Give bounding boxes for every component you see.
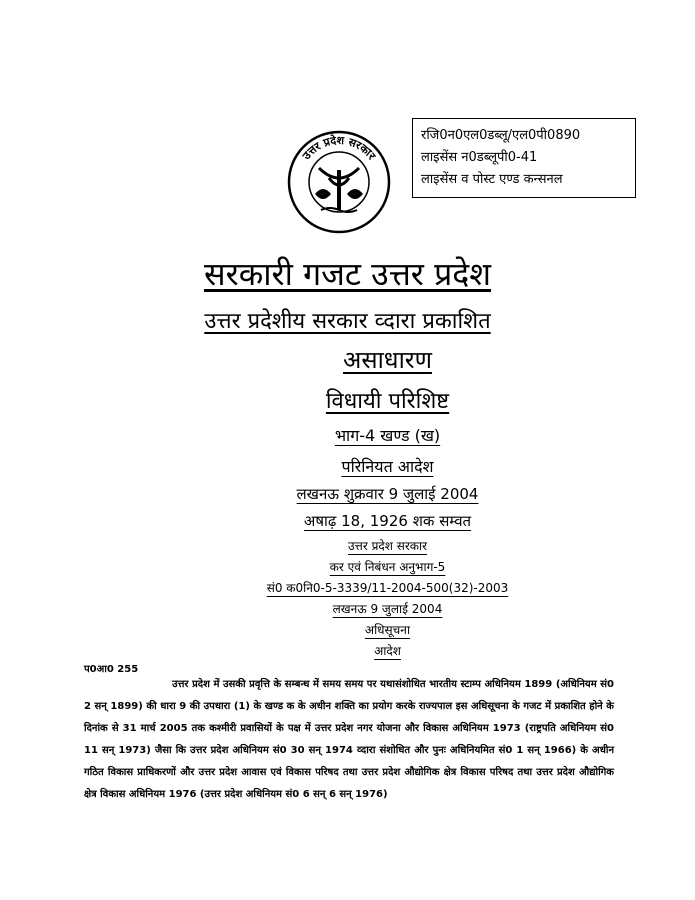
license-post-text: लाइसेंस व पोस्ट एण्ड कन्सनल xyxy=(421,172,563,187)
order-type: परिनियत आदेश xyxy=(341,457,434,476)
date-line: लखनऊ शुक्रवार 9 जुलाई 2004 xyxy=(296,485,479,503)
reference-number: प0आ0 255 xyxy=(84,664,139,675)
up-state-emblem-icon xyxy=(285,128,393,236)
body-paragraph xyxy=(84,674,614,806)
saka-date: अषाढ़ 18, 1926 शक सम्वत xyxy=(303,512,472,530)
gazette-title: सरकारी गजट उत्तर प्रदेश xyxy=(203,255,492,293)
notification-number: सं0 क0नि0-5-3339/11-2004-500(32)-2003 xyxy=(266,581,509,595)
gazette-subtitle: उत्तर प्रदेशीय सरकार व्दारा प्रकाशित xyxy=(204,309,491,334)
issuer-department: कर एवं निबंधन अनुभाग-5 xyxy=(329,560,446,574)
license-number: लाइसेंस न0डब्लूपी0-41 xyxy=(421,150,538,165)
notification-heading: अधिसूचना xyxy=(364,623,411,637)
extraordinary-label: असाधारण xyxy=(343,346,432,374)
registration-number: रजि0न0एल0डब्लू/एल0पी0890 xyxy=(421,128,581,143)
registration-box xyxy=(412,118,636,198)
part-section: भाग-4 खण्ड (ख) xyxy=(334,426,441,445)
svg-text:उत्तर प्रदेश सरकार xyxy=(299,133,378,163)
emblem-text: उत्तर प्रदेश सरकार xyxy=(299,133,379,163)
legislative-supplement: विधायी परिशिष्ट xyxy=(325,389,450,414)
body-text: उत्तर प्रदेश में उसकी प्रवृत्ति के सम्बन्ध में समय समय पर यथासंशोधित भारतीय स्टाम्प अधिनियम 1899 (अधिनियम सं0 2 सन् 1899) की धारा 9 की उपधारा (1) के खण्ड क के अधीन शक्ति का प्रयोग करके राज्यपाल इस अधिसूचना के गजट में प्रकाशित होने के दिनांक से 31 मार्च 2005 तक कश्मीरी प्रवासियों के पक्ष में उत्तर प्रदेश नगर योजना और विकास अधिनियम 1973 (राष्ट्रपति अधिनियम सं0 11 सन् 1973) जैसा कि उत्तर प्रदेश अधिनियम सं0 30 सन् 1974 व्दारा संशोधित और पुनः अधिनियमित सं0 1 सन् 1966) के अधीन गठित विकास प्राधिकरणों और उत्तर प्रदेश आवास एवं विकास परिषद तथा उत्तर प्रदेश औद्योगिक क्षेत्र विकास परिषद तथा उत्तर प्रदेश औद्योगिक क्षेत्र विकास अधिनियम 1976 (उत्तर प्रदेश अधिनियम सं0 6 सन् 6 सन् 1976) xyxy=(84,679,614,800)
place-date: लखनऊ 9 जुलाई 2004 xyxy=(332,602,443,616)
issuer-government: उत्तर प्रदेश सरकार xyxy=(347,539,428,553)
order-heading: आदेश xyxy=(374,644,401,658)
